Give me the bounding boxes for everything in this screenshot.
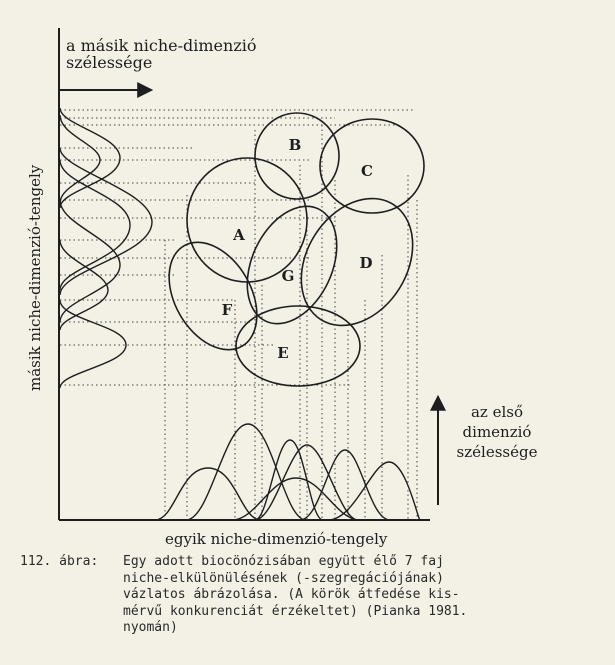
label-g: G <box>281 267 295 285</box>
right-label-line3: szélessége <box>456 443 538 461</box>
horizontal-projection-lines <box>60 110 415 385</box>
label-f: F <box>221 301 233 319</box>
niche-circle-g <box>230 192 355 338</box>
x-axis-distributions <box>155 424 420 520</box>
y-axis-distributions <box>60 108 152 388</box>
label-b: B <box>288 136 302 154</box>
niche-circle-d <box>279 178 436 346</box>
vertical-projection-lines <box>165 125 417 520</box>
top-axis-label-line2: szélessége <box>66 53 153 72</box>
caption-text: Egy adott biocönózisában együtt élő 7 faj niche-elkülönülésének (-szegregációjának) vázlatos ábrázolása. (A körök átfedése kis- mérvű konkurenciát érzékeltet) (Pianka 1981. nyomán) <box>123 554 468 635</box>
label-d: D <box>359 254 373 272</box>
y-curve-c <box>60 108 120 208</box>
label-e: E <box>277 344 289 362</box>
label-a: A <box>233 226 245 244</box>
y-curve-e <box>60 300 126 388</box>
y-curve-f <box>60 240 108 330</box>
x-curve-g <box>255 440 323 520</box>
niche-circle-a <box>187 158 307 282</box>
right-label-line1: az első <box>470 403 524 421</box>
right-label-line2: dimenzió <box>462 423 532 441</box>
x-curve-a <box>186 424 306 520</box>
x-axis-label: egyik niche-dimenzió-tengely <box>165 530 388 548</box>
label-c: C <box>361 162 373 180</box>
top-axis-label-line1: a másik niche-dimenzió <box>66 36 257 55</box>
caption-number: 112. ábra: <box>20 554 99 569</box>
y-axis-label: másik niche-dimenzió-tengely <box>26 164 44 391</box>
right-axis-label <box>442 402 552 462</box>
